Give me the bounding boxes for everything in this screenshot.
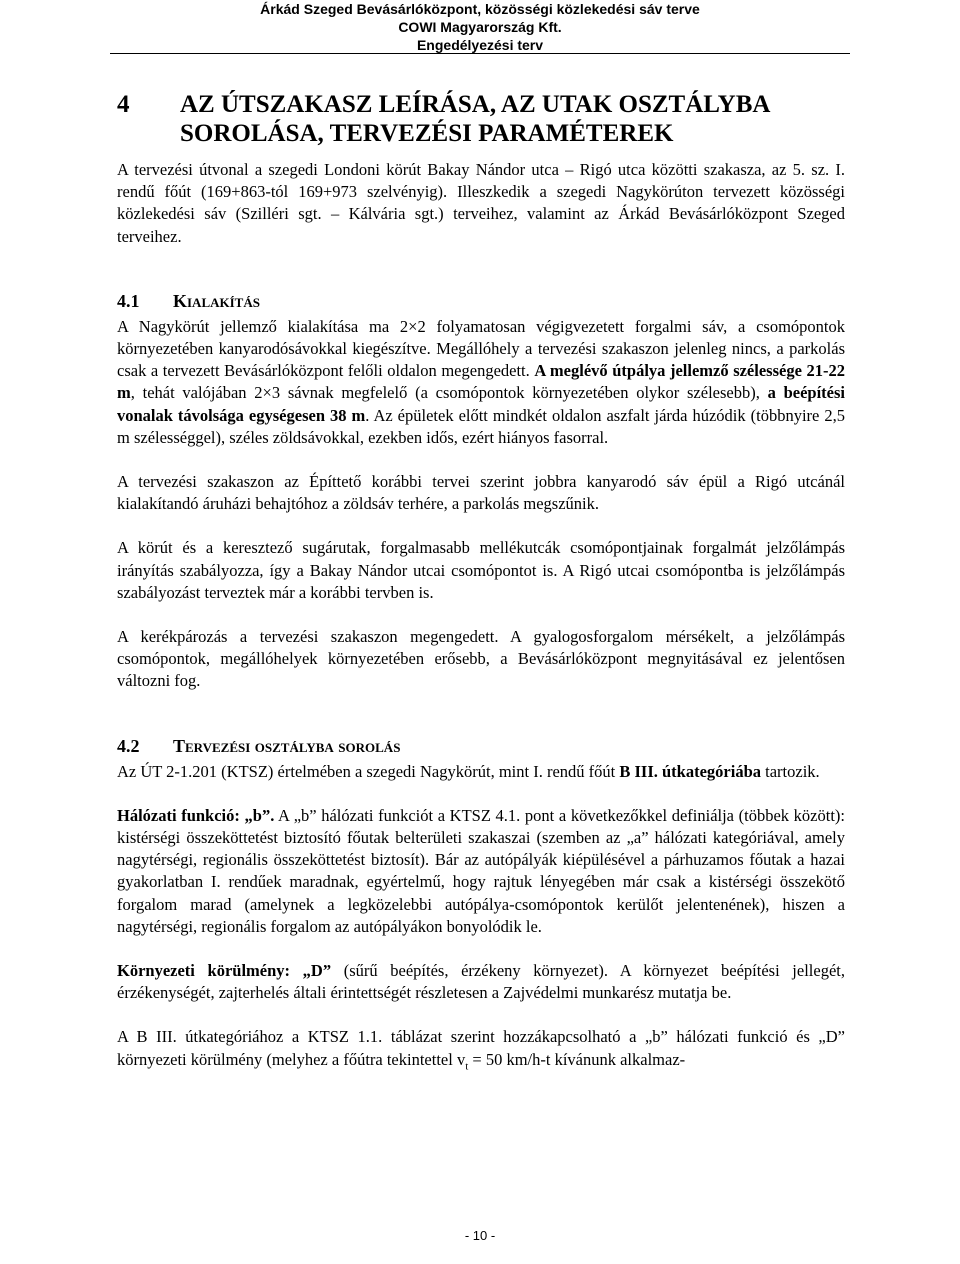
page-content [117,90,845,1077]
header-project-title: Árkád Szeged Bevásárlóközpont, közösségi közlekedési sáv terve [260,1,700,17]
page-number: - 10 - [464,1228,496,1243]
section-4-1-heading [117,290,845,312]
bold-run: Környezeti körülmény: „D” [117,961,332,981]
text-run: , tehát valójában 2×3 sávnak megfelelő (a csomópontok környezetében olykor szélesebb), [130,383,768,403]
section-4-2-paragraph-2 [117,805,845,938]
text-run: (sűrű beépítés, érzékeny környezet). A környezet beépítési jellegét, érzékenységét, zajterhelés általi érintettségét részletesen a Zajvédelmi munkarész mutatja be. [117,961,845,1003]
section-4-1-paragraph-4: A kerékpározás a tervezési szakaszon megengedett. A gyalogosforgalom mérsékelt, a jelzőlámpás csomópontok, megállóhelyek környezetében erősebb, a Bevásárlóközpont megnyitásával ez jelentősen változni fog. [117,627,845,691]
text-run: Az ÚT 2-1.201 (KTSZ) értelmében a szegedi Nagykörút, mint I. rendű főút [117,761,620,781]
subscript: t [465,1059,469,1072]
section-4-2-heading [117,735,845,757]
text-run: A „b” hálózati funkciót a KTSZ 4.1. pont a következőkkel definiálja (többek között): kistérségi összeköttetést biztosító főutak belterületi szakaszai (szemben az „a” hálózati kategóriával, amely nagytérségi, regionális összeköttetést biztosít). Bár az autópályák kiépülésével a párhuzamos főutak a hazai gyakorlatban I. rendűek maradnak, egyértelmű, hogy rajtuk lényegében már csak a kistérségi összekötő forgalom marad (amelynek a legközelebbi autópálya-csomópontok kerülőt jelentenének), hiszen a nagytérségi, regionális forgalom az autópályákon bonyolódik le. [117,805,845,936]
section-4-2-paragraph-1 [117,761,845,783]
header-company: COWI Magyarország Kft. [398,19,562,35]
section-4-1-paragraph-2: A tervezési szakaszon az Építtető korábbi tervei szerint jobbra kanyarodó sáv épül a Rigó utcánál kialakítandó áruházi behajtóhoz a zöldsáv terhére, a parkolás megszűnik. [117,472,845,514]
text-run: . Az épületek előtt mindkét oldalon aszfalt járda húzódik (többnyire 2,5 m szélességgel), széles zöldsávokkal, ezekben idős, ezért hiányos fasorral. [117,405,845,447]
text-run: A Nagykörút jellemző kialakítása ma 2×2 folyamatosan végigvezetett forgalmi sáv, a csomópontok környezetében kanyarodósávokkal kiegészítve. Megállóhely a tervezési szakaszon jelenleg nincs, a parkolás csak a tervezett Bevásárlóközpont felőli oldalon megengedett. [117,316,845,381]
section-4-1-title: Kialakítás [173,290,260,311]
chapter-heading [117,90,845,148]
header-plan-type: Engedélyezési terv [416,37,544,53]
header-rule [110,53,850,54]
text-run: = 50 km/h-t kívánunk alkalmaz- [468,1049,686,1069]
chapter-title: AZ ÚTSZAKASZ LEÍRÁSA, AZ UTAK OSZTÁLYBA SOROLÁSA, TERVEZÉSI PARAMÉTEREK [180,91,770,147]
intro-paragraph: A tervezési útvonal a szegedi Londoni körút Bakay Nándor utca – Rigó utca közötti szakasza, az 5. sz. I. rendű főút (169+863-tól 169+973 szelvényig). Illeszkedik a szegedi Nagykörúton tervezett közösségi közlekedési sáv (Szilléri sgt. – Kálvária sgt.) terveihez, valamint az Árkád Bevásárlóközpont Szeged terveihez. [117,160,845,246]
section-4-2-title: Tervezési osztályba sorolás [173,735,401,756]
bold-run: a beépítési vonalak távolsága egységesen 38 m [117,383,845,425]
bold-run: Hálózati funkció: „b”. [117,805,275,825]
section-4-1-paragraph-1 [117,316,845,449]
section-4-2-paragraph-3 [117,960,845,1004]
section-4-1-number: 4.1 [117,290,140,311]
section-4-2-paragraph-4 [117,1026,845,1077]
page-header [110,0,850,54]
section-4-2-number: 4.2 [117,735,140,756]
bold-run: A meglévő útpálya jellemző szélessége 21-22 m [117,361,845,403]
section-4-1-paragraph-3: A körút és a keresztező sugárutak, forgalmasabb mellékutcák csomópontjainak forgalmát jelzőlámpás irányítás szabályozza, így a Bakay Nándor utcai csomópontot is. A Rigó utcai csomópontba is jelzőlámpás szabályozást terveztek már a korábbi tervben is. [117,538,845,602]
text-run: A B III. útkategóriához a KTSZ 1.1. táblázat szerint hozzákapcsolható a „b” hálózati funkció és „D” környezeti körülmény (melyhez a főútra tekintettel v [117,1027,845,1069]
chapter-number: 4 [117,91,130,118]
bold-run: B III. útkategóriába [619,761,762,781]
text-run: tartozik. [761,761,820,781]
